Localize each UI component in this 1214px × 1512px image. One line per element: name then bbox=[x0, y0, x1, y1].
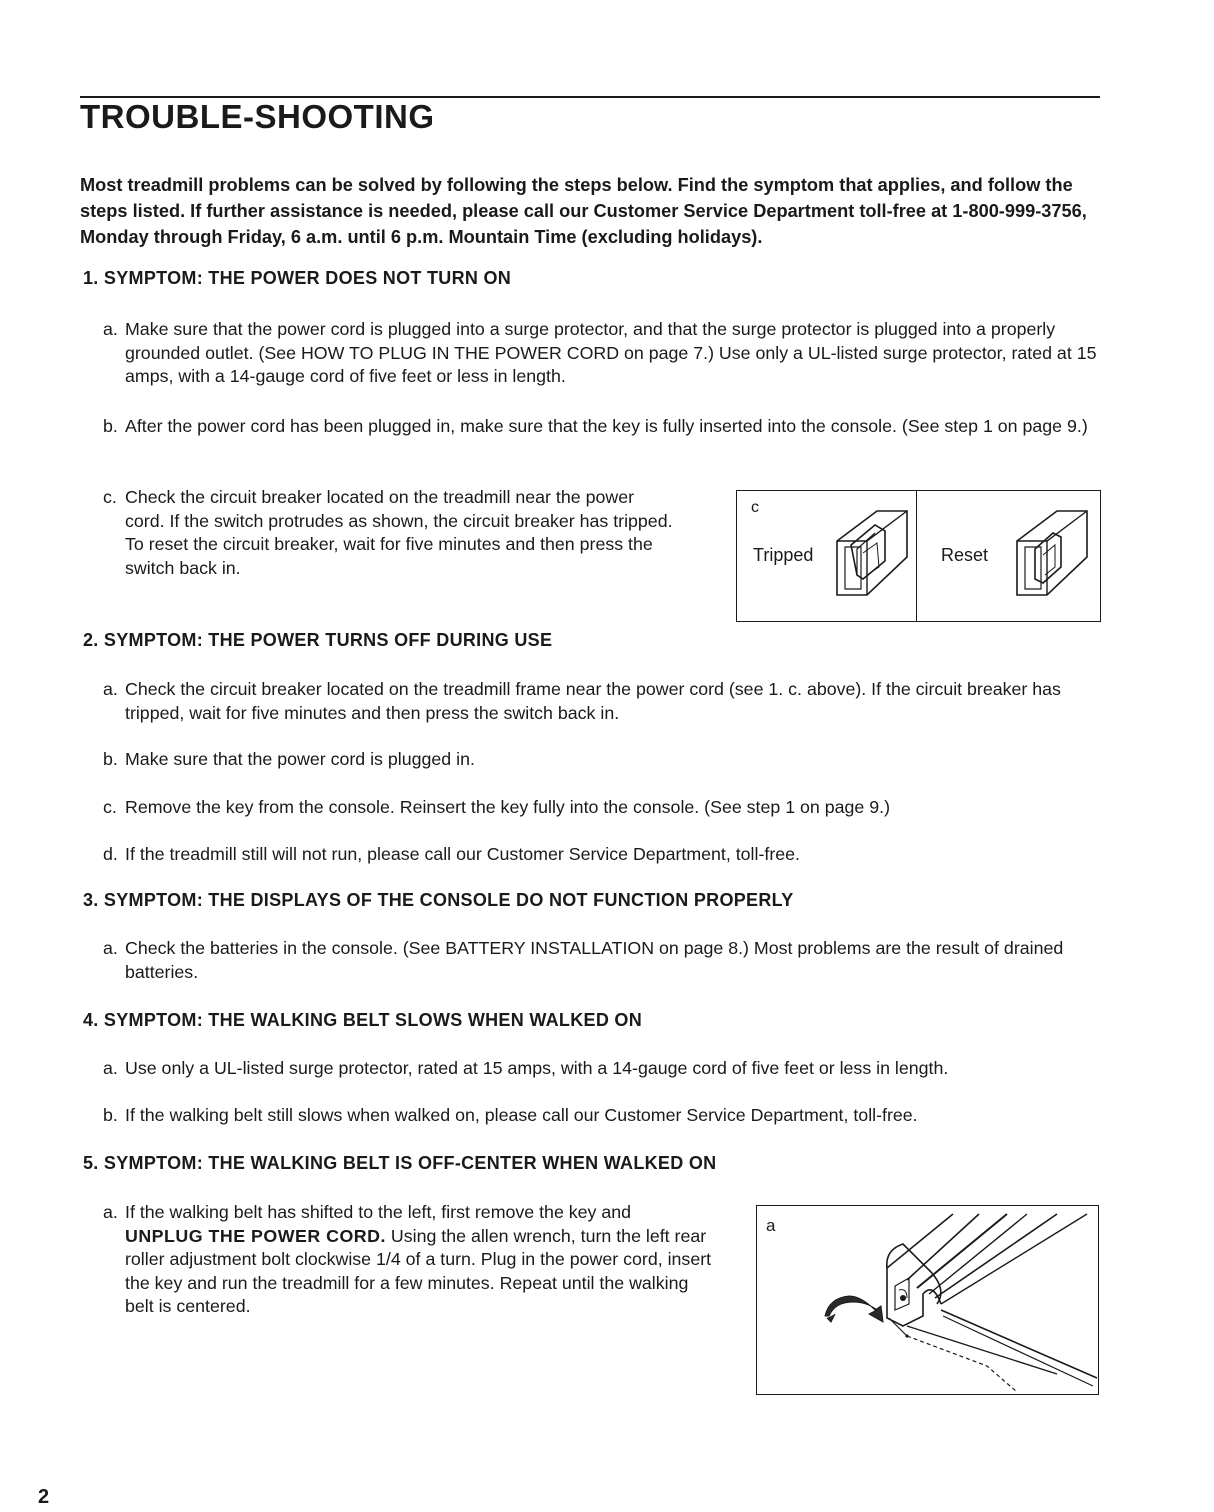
reset-switch-icon bbox=[1013, 505, 1093, 597]
unplug-warning: UNPLUG THE POWER CORD. bbox=[125, 1225, 386, 1246]
symptom-2-step-a bbox=[103, 678, 1103, 725]
symptom-1-heading: 1. SYMPTOM: THE POWER DOES NOT TURN ON bbox=[83, 268, 512, 288]
step-label: b. bbox=[103, 749, 118, 769]
step-text-pre: If the walking belt has shifted to the left, first remove the key and bbox=[125, 1202, 632, 1222]
step-label: d. bbox=[103, 844, 118, 864]
step-text: Remove the key from the console. Reinsert the key fully into the console. (See step 1 on page 9.) bbox=[125, 797, 891, 817]
intro-paragraph: Most treadmill problems can be solved by following the steps below. Find the symptom that applies, and follow the steps listed. If further assistance is needed, please call our Customer Service Department toll-free at 1-800-999-3756, Monday through Friday, 6 a.m. until 6 p.m. Mountain Time (excluding holidays). bbox=[80, 175, 1087, 247]
step-label: c. bbox=[103, 797, 117, 817]
step-text: After the power cord has been plugged in, make sure that the key is fully inserted into the console. (See step 1 on page 9.) bbox=[125, 416, 1088, 436]
step-text: Make sure that the power cord is plugged into a surge protector, and that the surge protector is plugged into a properly grounded outlet. (See HOW TO PLUG IN THE POWER CORD on page 7.) Use only a UL-listed surge protector, rated at 15 amps, with a 14-gauge cord of five feet or less in length. bbox=[125, 319, 1097, 386]
step-label: a. bbox=[103, 679, 118, 699]
symptom-2-step-c bbox=[103, 796, 1103, 820]
symptom-3-step-a bbox=[103, 937, 1103, 984]
step-label: b. bbox=[103, 416, 118, 436]
step-label: a. bbox=[103, 1202, 118, 1222]
figure-letter: a bbox=[766, 1216, 776, 1235]
step-text: Use only a UL-listed surge protector, rated at 15 amps, with a 14-gauge cord of five feet or less in length. bbox=[125, 1058, 949, 1078]
tripped-panel bbox=[737, 491, 917, 621]
page-title: TROUBLE-SHOOTING bbox=[80, 98, 435, 135]
step-label: a. bbox=[103, 1058, 118, 1078]
symptom-2-heading: 2. SYMPTOM: THE POWER TURNS OFF DURING USE bbox=[83, 630, 553, 650]
symptom-5-step-a bbox=[103, 1201, 713, 1319]
step-label: c. bbox=[103, 487, 117, 507]
symptom-3-heading: 3. SYMPTOM: THE DISPLAYS OF THE CONSOLE DO NOT FUNCTION PROPERLY bbox=[83, 890, 794, 910]
symptom-2-step-d bbox=[103, 843, 1103, 867]
symptom-4-step-a bbox=[103, 1057, 1103, 1081]
belt-adjustment-figure bbox=[756, 1205, 1099, 1395]
step-text: Check the batteries in the console. (See BATTERY INSTALLATION on page 8.) Most problems are the result of drained batteries. bbox=[125, 938, 1064, 982]
step-text: If the walking belt still slows when walked on, please call our Customer Service Department, toll-free. bbox=[125, 1105, 918, 1125]
step-text: Check the circuit breaker located on the treadmill frame near the power cord (see 1. c. above). If the circuit breaker has tripped, wait for five minutes and then press the switch back in. bbox=[125, 679, 1061, 723]
tripped-label: Tripped bbox=[753, 545, 814, 565]
symptom-5-heading: 5. SYMPTOM: THE WALKING BELT IS OFF-CENTER WHEN WALKED ON bbox=[83, 1153, 717, 1173]
symptom-1-step-a bbox=[103, 318, 1103, 389]
step-label: a. bbox=[103, 938, 118, 958]
symptom-4-step-b bbox=[103, 1104, 1103, 1128]
circuit-breaker-figure bbox=[736, 490, 1101, 622]
symptom-1-step-c bbox=[103, 486, 678, 580]
step-label: a. bbox=[103, 319, 118, 339]
figure-letter: c bbox=[751, 499, 759, 516]
page-number: 2 bbox=[38, 1486, 50, 1508]
step-text bbox=[125, 1201, 713, 1319]
reset-label: Reset bbox=[941, 545, 989, 565]
symptom-2-step-b bbox=[103, 748, 1103, 772]
step-label: b. bbox=[103, 1105, 118, 1125]
reset-panel bbox=[917, 491, 1100, 621]
symptom-1-step-b bbox=[103, 415, 1103, 439]
step-text: Check the circuit breaker located on the treadmill near the power cord. If the switch protrudes as shown, the circuit breaker has tripped. To reset the circuit breaker, wait for five minutes and then press the switch back in. bbox=[125, 487, 673, 578]
step-text-post: Using the allen wrench, turn the left rear roller adjustment bolt clockwise 1/4 of a turn. Plug in the power cord, insert the key and run the treadmill for a few minutes. Repeat until the walking belt is centered. bbox=[125, 1225, 712, 1316]
tripped-switch-icon bbox=[833, 505, 913, 597]
step-text: If the treadmill still will not run, please call our Customer Service Department, toll-free. bbox=[125, 844, 800, 864]
treadmill-roller-illustration bbox=[757, 1206, 1098, 1394]
step-text: Make sure that the power cord is plugged in. bbox=[125, 749, 475, 769]
symptom-4-heading: 4. SYMPTOM: THE WALKING BELT SLOWS WHEN WALKED ON bbox=[83, 1010, 643, 1030]
